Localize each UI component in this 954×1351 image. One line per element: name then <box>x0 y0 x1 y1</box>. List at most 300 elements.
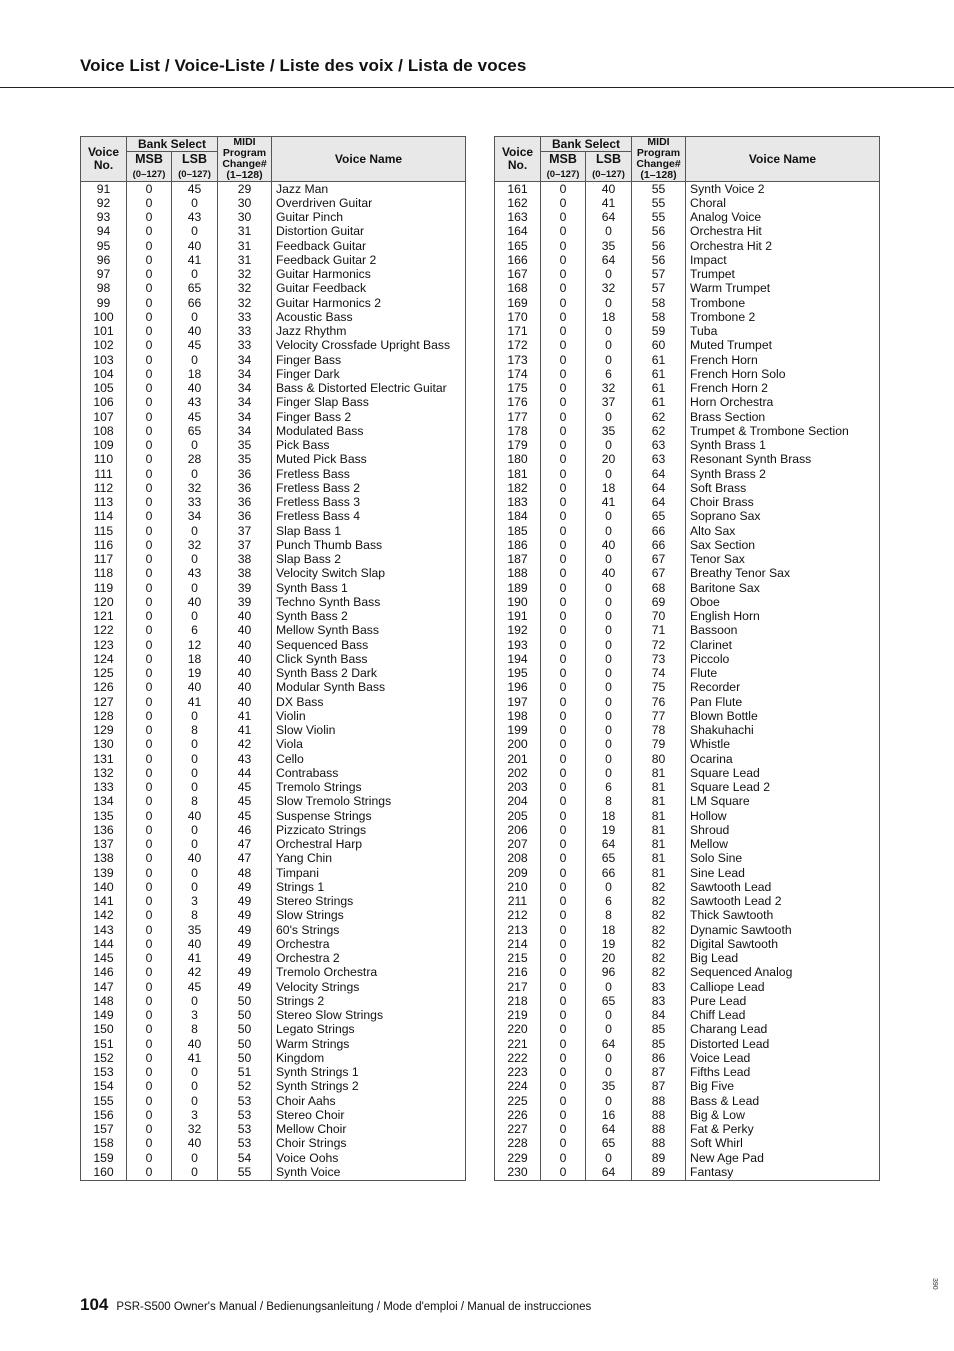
cell-lsb: 20 <box>586 952 632 966</box>
cell-msb: 0 <box>541 595 586 609</box>
cell-program-change: 50 <box>218 1051 272 1065</box>
table-row <box>81 1137 466 1151</box>
cell-voice-name: Synth Voice 2 <box>686 182 880 197</box>
cell-voice-name: Tenor Sax <box>686 553 880 567</box>
cell-msb: 0 <box>541 182 586 197</box>
table-row <box>495 410 880 424</box>
cell-lsb: 3 <box>172 1009 218 1023</box>
cell-program-change: 40 <box>218 681 272 695</box>
cell-program-change: 31 <box>218 239 272 253</box>
table-row <box>81 424 466 438</box>
cell-voice-name: French Horn Solo <box>686 367 880 381</box>
table-row <box>81 453 466 467</box>
cell-program-change: 81 <box>632 766 686 780</box>
header-voice-name: Voice Name <box>686 137 880 182</box>
cell-msb: 0 <box>541 1137 586 1151</box>
cell-program-change: 49 <box>218 909 272 923</box>
cell-program-change: 71 <box>632 624 686 638</box>
cell-msb: 0 <box>127 581 172 595</box>
cell-program-change: 82 <box>632 952 686 966</box>
cell-voice-name: Bass & Distorted Electric Guitar <box>272 382 466 396</box>
table-row <box>81 809 466 823</box>
cell-voice-no: 163 <box>495 211 541 225</box>
cell-voice-name: Stereo Choir <box>272 1108 466 1122</box>
cell-msb: 0 <box>541 467 586 481</box>
cell-msb: 0 <box>541 453 586 467</box>
cell-program-change: 87 <box>632 1080 686 1094</box>
cell-voice-no: 99 <box>81 296 127 310</box>
cell-voice-no: 218 <box>495 994 541 1008</box>
cell-lsb: 0 <box>586 738 632 752</box>
header-midi-program-change: MIDI Program Change# (1–128) <box>632 137 686 182</box>
table-row <box>81 310 466 324</box>
table-row <box>81 467 466 481</box>
cell-program-change: 32 <box>218 282 272 296</box>
cell-lsb: 0 <box>172 738 218 752</box>
table-row <box>81 652 466 666</box>
cell-program-change: 30 <box>218 196 272 210</box>
header-msb: MSB (0–127) <box>541 152 586 182</box>
table-row <box>495 310 880 324</box>
cell-voice-name: Legato Strings <box>272 1023 466 1037</box>
cell-voice-no: 132 <box>81 766 127 780</box>
cell-voice-name: Stereo Strings <box>272 895 466 909</box>
cell-msb: 0 <box>127 781 172 795</box>
cell-lsb: 32 <box>172 1123 218 1137</box>
table-row <box>81 1080 466 1094</box>
cell-voice-no: 131 <box>81 752 127 766</box>
cell-program-change: 36 <box>218 467 272 481</box>
cell-lsb: 40 <box>172 239 218 253</box>
cell-lsb: 41 <box>172 952 218 966</box>
cell-program-change: 47 <box>218 838 272 852</box>
cell-lsb: 0 <box>586 1009 632 1023</box>
cell-voice-no: 185 <box>495 524 541 538</box>
cell-program-change: 67 <box>632 567 686 581</box>
cell-voice-name: Guitar Harmonics 2 <box>272 296 466 310</box>
cell-program-change: 49 <box>218 895 272 909</box>
cell-lsb: 0 <box>586 980 632 994</box>
table-row <box>81 952 466 966</box>
table-row <box>81 524 466 538</box>
cell-msb: 0 <box>541 781 586 795</box>
cell-voice-name: Trombone 2 <box>686 310 880 324</box>
cell-msb: 0 <box>541 966 586 980</box>
cell-program-change: 45 <box>218 781 272 795</box>
cell-voice-no: 169 <box>495 296 541 310</box>
table-row <box>495 1151 880 1165</box>
cell-voice-no: 103 <box>81 353 127 367</box>
cell-voice-no: 161 <box>495 182 541 197</box>
cell-lsb: 0 <box>172 225 218 239</box>
table-row <box>495 296 880 310</box>
cell-msb: 0 <box>541 581 586 595</box>
cell-program-change: 41 <box>218 724 272 738</box>
cell-lsb: 0 <box>172 268 218 282</box>
cell-voice-no: 109 <box>81 439 127 453</box>
cell-voice-name: French Horn <box>686 353 880 367</box>
table-row <box>495 1037 880 1051</box>
table-row <box>81 1094 466 1108</box>
table-row <box>81 966 466 980</box>
cell-voice-name: Fifths Lead <box>686 1066 880 1080</box>
cell-lsb: 0 <box>172 1094 218 1108</box>
table-row <box>495 524 880 538</box>
cell-voice-no: 112 <box>81 481 127 495</box>
cell-lsb: 43 <box>172 396 218 410</box>
cell-lsb: 40 <box>172 382 218 396</box>
table-row <box>81 1151 466 1165</box>
table-row <box>495 182 880 197</box>
cell-lsb: 32 <box>586 382 632 396</box>
cell-lsb: 0 <box>586 1151 632 1165</box>
cell-program-change: 34 <box>218 424 272 438</box>
table-row <box>495 738 880 752</box>
table-row <box>495 510 880 524</box>
cell-voice-name: Trumpet & Trombone Section <box>686 424 880 438</box>
table-row <box>495 937 880 951</box>
table-row <box>81 1037 466 1051</box>
table-row <box>81 253 466 267</box>
table-row <box>495 211 880 225</box>
page-title: Voice List / Voice-Liste / Liste des voix / Lista de voces <box>80 56 527 75</box>
cell-program-change: 50 <box>218 1037 272 1051</box>
table-row <box>495 196 880 210</box>
table-row <box>81 895 466 909</box>
table-row <box>495 453 880 467</box>
table-row <box>495 467 880 481</box>
cell-msb: 0 <box>127 367 172 381</box>
cell-voice-name: Soprano Sax <box>686 510 880 524</box>
cell-voice-name: Bassoon <box>686 624 880 638</box>
cell-voice-no: 139 <box>81 866 127 880</box>
cell-program-change: 45 <box>218 795 272 809</box>
table-row <box>81 752 466 766</box>
cell-voice-name: Soft Brass <box>686 481 880 495</box>
cell-program-change: 44 <box>218 766 272 780</box>
cell-lsb: 8 <box>172 795 218 809</box>
cell-msb: 0 <box>127 681 172 695</box>
cell-voice-name: Mellow Synth Bass <box>272 624 466 638</box>
table-row <box>81 538 466 552</box>
cell-voice-no: 142 <box>81 909 127 923</box>
cell-program-change: 59 <box>632 325 686 339</box>
cell-program-change: 61 <box>632 353 686 367</box>
table-row <box>495 496 880 510</box>
cell-voice-name: Synth Brass 1 <box>686 439 880 453</box>
cell-lsb: 0 <box>586 880 632 894</box>
table-row <box>495 809 880 823</box>
cell-program-change: 88 <box>632 1094 686 1108</box>
cell-program-change: 60 <box>632 339 686 353</box>
cell-msb: 0 <box>541 823 586 837</box>
cell-msb: 0 <box>127 396 172 410</box>
cell-program-change: 61 <box>632 382 686 396</box>
table-row <box>495 225 880 239</box>
table-row <box>495 239 880 253</box>
cell-lsb: 43 <box>172 211 218 225</box>
table-row <box>495 781 880 795</box>
cell-msb: 0 <box>127 624 172 638</box>
cell-voice-name: Jazz Man <box>272 182 466 197</box>
cell-voice-no: 114 <box>81 510 127 524</box>
cell-voice-name: Velocity Switch Slap <box>272 567 466 581</box>
cell-voice-no: 229 <box>495 1151 541 1165</box>
cell-voice-no: 207 <box>495 838 541 852</box>
cell-lsb: 0 <box>586 1094 632 1108</box>
cell-program-change: 37 <box>218 524 272 538</box>
table-row <box>495 396 880 410</box>
cell-voice-no: 134 <box>81 795 127 809</box>
cell-msb: 0 <box>127 909 172 923</box>
cell-voice-no: 203 <box>495 781 541 795</box>
cell-voice-no: 191 <box>495 610 541 624</box>
table-row <box>81 496 466 510</box>
cell-msb: 0 <box>541 752 586 766</box>
cell-msb: 0 <box>541 439 586 453</box>
cell-voice-no: 166 <box>495 253 541 267</box>
title-rule <box>0 87 954 88</box>
cell-msb: 0 <box>127 766 172 780</box>
cell-voice-name: Bass & Lead <box>686 1094 880 1108</box>
header-lsb: LSB (0–127) <box>586 152 632 182</box>
table-row <box>81 838 466 852</box>
cell-lsb: 65 <box>586 1137 632 1151</box>
cell-voice-no: 181 <box>495 467 541 481</box>
cell-voice-name: Horn Orchestra <box>686 396 880 410</box>
cell-voice-name: Recorder <box>686 681 880 695</box>
cell-lsb: 0 <box>172 781 218 795</box>
cell-voice-no: 190 <box>495 595 541 609</box>
cell-program-change: 31 <box>218 253 272 267</box>
cell-program-change: 34 <box>218 353 272 367</box>
cell-program-change: 79 <box>632 738 686 752</box>
cell-voice-name: Warm Trumpet <box>686 282 880 296</box>
cell-msb: 0 <box>127 496 172 510</box>
cell-voice-name: Calliope Lead <box>686 980 880 994</box>
cell-msb: 0 <box>127 296 172 310</box>
cell-msb: 0 <box>541 296 586 310</box>
cell-lsb: 40 <box>586 538 632 552</box>
cell-msb: 0 <box>541 1123 586 1137</box>
cell-program-change: 88 <box>632 1137 686 1151</box>
cell-program-change: 63 <box>632 439 686 453</box>
cell-voice-name: Sawtooth Lead 2 <box>686 895 880 909</box>
cell-lsb: 40 <box>172 325 218 339</box>
voice-table-left <box>80 136 466 1181</box>
table-row <box>81 1108 466 1122</box>
cell-msb: 0 <box>541 638 586 652</box>
cell-lsb: 6 <box>586 895 632 909</box>
cell-lsb: 0 <box>172 766 218 780</box>
cell-lsb: 40 <box>172 852 218 866</box>
cell-msb: 0 <box>127 453 172 467</box>
cell-msb: 0 <box>541 510 586 524</box>
cell-voice-name: Warm Strings <box>272 1037 466 1051</box>
cell-voice-name: Tremolo Orchestra <box>272 966 466 980</box>
cell-voice-no: 209 <box>495 866 541 880</box>
cell-voice-name: Orchestra Hit 2 <box>686 239 880 253</box>
cell-program-change: 32 <box>218 296 272 310</box>
cell-program-change: 38 <box>218 553 272 567</box>
cell-voice-no: 107 <box>81 410 127 424</box>
cell-voice-name: Fantasy <box>686 1165 880 1180</box>
cell-voice-name: Finger Bass 2 <box>272 410 466 424</box>
cell-voice-name: Kingdom <box>272 1051 466 1065</box>
cell-lsb: 0 <box>586 510 632 524</box>
cell-lsb: 0 <box>172 866 218 880</box>
cell-lsb: 32 <box>172 538 218 552</box>
cell-program-change: 82 <box>632 966 686 980</box>
cell-msb: 0 <box>127 652 172 666</box>
cell-lsb: 41 <box>172 253 218 267</box>
table-row <box>495 282 880 296</box>
cell-voice-no: 228 <box>495 1137 541 1151</box>
cell-voice-name: Mellow Choir <box>272 1123 466 1137</box>
cell-msb: 0 <box>541 667 586 681</box>
cell-voice-no: 216 <box>495 966 541 980</box>
cell-lsb: 35 <box>586 424 632 438</box>
table-row <box>495 766 880 780</box>
cell-voice-no: 104 <box>81 367 127 381</box>
table-row <box>81 439 466 453</box>
cell-lsb: 0 <box>172 610 218 624</box>
cell-program-change: 82 <box>632 923 686 937</box>
cell-voice-no: 164 <box>495 225 541 239</box>
cell-voice-no: 222 <box>495 1051 541 1065</box>
cell-program-change: 55 <box>632 211 686 225</box>
cell-lsb: 41 <box>172 1051 218 1065</box>
cell-program-change: 50 <box>218 994 272 1008</box>
table-row <box>495 795 880 809</box>
table-row <box>81 624 466 638</box>
cell-voice-name: Breathy Tenor Sax <box>686 567 880 581</box>
table-row <box>81 196 466 210</box>
cell-msb: 0 <box>541 681 586 695</box>
cell-voice-no: 221 <box>495 1037 541 1051</box>
cell-program-change: 66 <box>632 538 686 552</box>
cell-lsb: 0 <box>172 709 218 723</box>
cell-voice-no: 137 <box>81 838 127 852</box>
table-row <box>81 738 466 752</box>
cell-lsb: 0 <box>172 553 218 567</box>
table-row <box>81 296 466 310</box>
cell-voice-no: 172 <box>495 339 541 353</box>
cell-msb: 0 <box>127 695 172 709</box>
cell-program-change: 61 <box>632 396 686 410</box>
table-row <box>81 610 466 624</box>
cell-program-change: 32 <box>218 268 272 282</box>
cell-msb: 0 <box>127 1151 172 1165</box>
cell-lsb: 40 <box>172 809 218 823</box>
cell-voice-name: Feedback Guitar <box>272 239 466 253</box>
cell-voice-no: 127 <box>81 695 127 709</box>
table-row <box>495 439 880 453</box>
cell-msb: 0 <box>541 1108 586 1122</box>
cell-program-change: 40 <box>218 638 272 652</box>
table-row <box>495 1080 880 1094</box>
table-row <box>495 367 880 381</box>
cell-voice-no: 227 <box>495 1123 541 1137</box>
cell-program-change: 46 <box>218 823 272 837</box>
cell-program-change: 43 <box>218 752 272 766</box>
table-row <box>495 553 880 567</box>
cell-program-change: 68 <box>632 581 686 595</box>
table-row <box>81 1009 466 1023</box>
cell-msb: 0 <box>127 424 172 438</box>
cell-voice-name: Fretless Bass 2 <box>272 481 466 495</box>
cell-program-change: 30 <box>218 211 272 225</box>
cell-lsb: 0 <box>172 823 218 837</box>
cell-msb: 0 <box>127 752 172 766</box>
header-voice-name: Voice Name <box>272 137 466 182</box>
cell-voice-no: 130 <box>81 738 127 752</box>
cell-voice-no: 183 <box>495 496 541 510</box>
cell-msb: 0 <box>127 866 172 880</box>
cell-voice-name: Impact <box>686 253 880 267</box>
cell-lsb: 66 <box>172 296 218 310</box>
cell-program-change: 86 <box>632 1051 686 1065</box>
cell-msb: 0 <box>541 980 586 994</box>
cell-program-change: 34 <box>218 367 272 381</box>
cell-voice-name: Synth Voice <box>272 1165 466 1180</box>
table-row <box>81 1123 466 1137</box>
cell-lsb: 0 <box>586 667 632 681</box>
cell-voice-no: 173 <box>495 353 541 367</box>
cell-program-change: 64 <box>632 496 686 510</box>
cell-lsb: 64 <box>586 211 632 225</box>
cell-voice-name: Synth Strings 1 <box>272 1066 466 1080</box>
cell-lsb: 40 <box>172 681 218 695</box>
cell-voice-name: Cello <box>272 752 466 766</box>
cell-program-change: 39 <box>218 581 272 595</box>
cell-voice-name: Whistle <box>686 738 880 752</box>
cell-lsb: 42 <box>172 966 218 980</box>
cell-lsb: 40 <box>172 1137 218 1151</box>
table-row <box>81 923 466 937</box>
cell-program-change: 81 <box>632 838 686 852</box>
cell-voice-name: Viola <box>272 738 466 752</box>
cell-voice-no: 170 <box>495 310 541 324</box>
cell-voice-name: Modulated Bass <box>272 424 466 438</box>
cell-program-change: 81 <box>632 852 686 866</box>
cell-voice-no: 177 <box>495 410 541 424</box>
cell-voice-no: 197 <box>495 695 541 709</box>
cell-voice-no: 93 <box>81 211 127 225</box>
cell-lsb: 45 <box>172 980 218 994</box>
table-row <box>495 709 880 723</box>
cell-voice-no: 188 <box>495 567 541 581</box>
table-row <box>81 239 466 253</box>
cell-lsb: 0 <box>586 467 632 481</box>
page-number: 104 <box>80 1295 109 1314</box>
cell-program-change: 87 <box>632 1066 686 1080</box>
cell-msb: 0 <box>541 994 586 1008</box>
cell-msb: 0 <box>127 638 172 652</box>
cell-voice-no: 102 <box>81 339 127 353</box>
cell-program-change: 57 <box>632 282 686 296</box>
cell-lsb: 0 <box>586 709 632 723</box>
cell-voice-no: 159 <box>81 1151 127 1165</box>
cell-msb: 0 <box>127 738 172 752</box>
cell-voice-name: Contrabass <box>272 766 466 780</box>
table-row <box>81 880 466 894</box>
table-row <box>81 396 466 410</box>
cell-voice-name: Slow Strings <box>272 909 466 923</box>
cell-msb: 0 <box>541 937 586 951</box>
cell-msb: 0 <box>541 538 586 552</box>
cell-voice-name: Fretless Bass 4 <box>272 510 466 524</box>
